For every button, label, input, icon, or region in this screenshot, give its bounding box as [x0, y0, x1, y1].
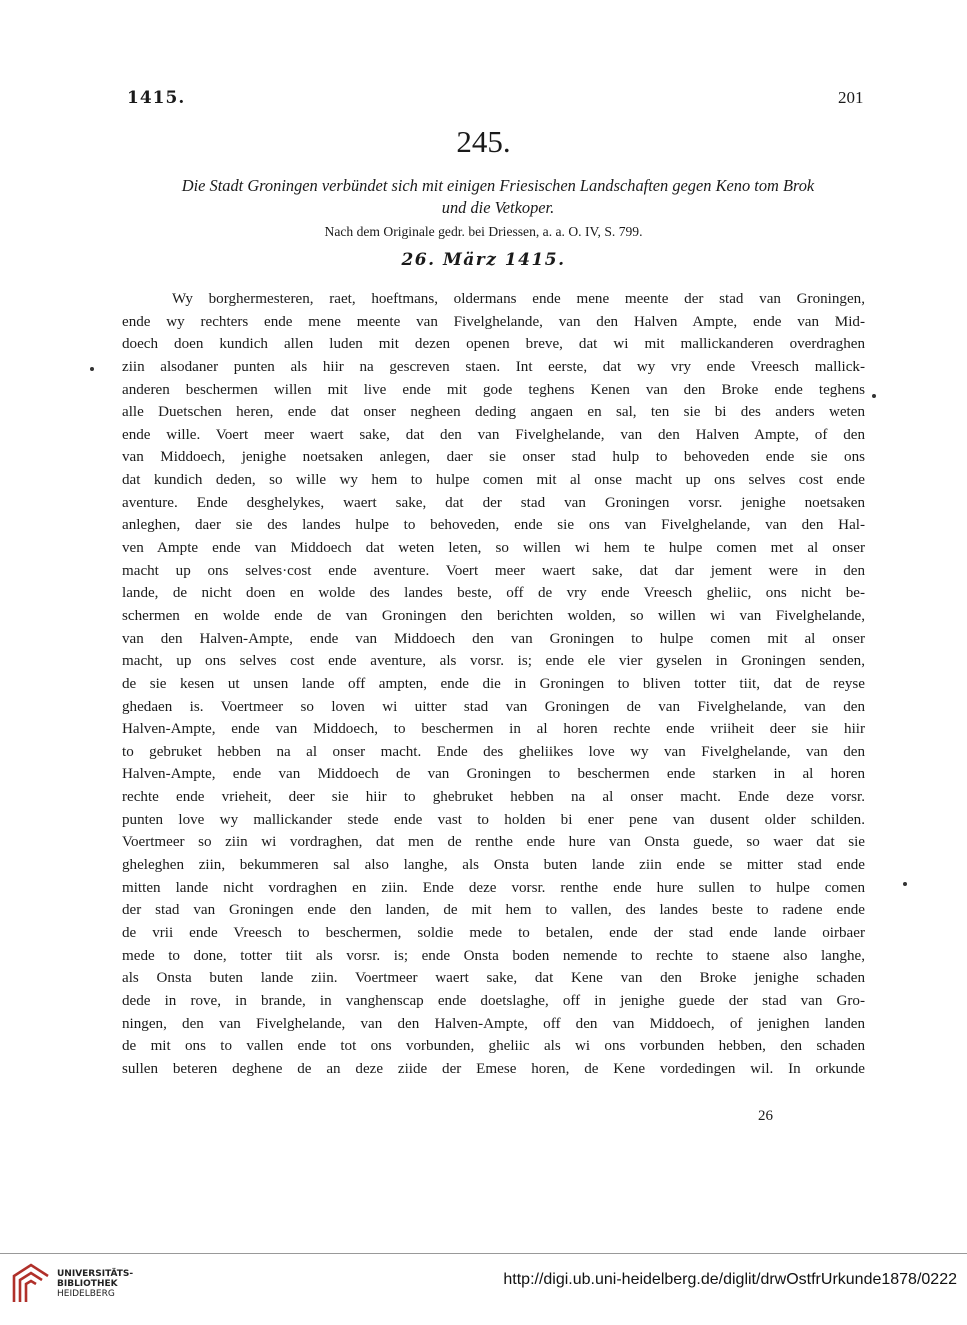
- text-line: van Middoech, jenighe noetsaken anlegen, daer sie onser stad hulp to behoveden ende sie ons: [122, 449, 865, 466]
- text-line: Halven-Ampte, ende van Middoech, to beschermen in al horen rechte ende vriiheit deer sie hiir: [122, 721, 865, 738]
- text-line: van den Halven-Ampte, ende van Middoech den van Groningen to hulpe comen mit al onser: [122, 630, 865, 647]
- text-line: de mit ons to vallen ende tot ons vorbunden, gheliic als wi ons vorbunden hebben, den schaden: [122, 1038, 865, 1055]
- text-line: als Onsta buten lande ziin. Voertmeer waert sake, dat Kene van den Broke jenighe schaden: [122, 970, 865, 987]
- scan-speck: [90, 367, 94, 371]
- text-line: punten love wy mallickander stede ende vast to holden bi ener pene van dusent older schilden.: [122, 811, 865, 828]
- text-line: gheleghen ziin, bekummeren sal also langhe, als Onsta buten lande ziin ende se mitter stad ende: [122, 857, 865, 874]
- text-line: anderen beschermen willen mit live ende mit gode teghens Kenen van den Broke ende teghens: [122, 381, 865, 398]
- text-line: ziin alsodaner punten als hiir na gescreven staen. Int eerste, dat wy vry ende Vreesch mallick-: [122, 358, 865, 375]
- document-title: [118, 175, 878, 219]
- text-line: rechte ende vrieheit, deer sie hiir to ghebruket hebben na al onser macht. Ende deze vorsr.: [122, 789, 865, 806]
- text-line: doech doen kundich allen luden mit dezen openen breve, dat wi mit mallickanderen overdraghen: [122, 336, 865, 353]
- permalink-url[interactable]: http://digi.ub.uni-heidelberg.de/diglit/drwOstfrUrkunde1878/0222: [503, 1271, 957, 1288]
- text-line: Voertmeer so ziin wi vordraghen, dat men de renthe ende hure van Onsta guede, so waer dat sie: [122, 834, 865, 851]
- text-line: ende wy rechters ende mene meente van Fivelghelande, van den Halven Ampte, ende van Mid-: [122, 313, 865, 330]
- scan-speck: [903, 882, 907, 886]
- source-note: Nach dem Originale gedr. bei Driessen, a. a. O. IV, S. 799.: [324, 224, 643, 239]
- text-line: schermen en wolde ende de van Groningen den berichten wolden, so willen wi van Fivelghelande,: [122, 607, 865, 624]
- text-line: ningen, den van Fivelghelande, van den Halven-Ampte, off den van Middoech, of jenighen landen: [122, 1015, 865, 1032]
- text-line: de vrii ende Vreesch to beschermen, soldie mede to betalen, ende der stad ende lande oirbaer: [122, 924, 865, 941]
- text-line: to gebruket hebben na al onser macht. Ende des gheliikes love wy van Fivelghelande, van den: [122, 743, 865, 760]
- title-line-1: Die Stadt Groningen verbündet sich mit einigen Friesischen Landschaften gegen Keno tom Brok: [181, 176, 815, 195]
- scan-speck: [872, 394, 876, 398]
- text-line: dat kundich deden, so wille wy hem to hulpe comen mit al onse macht up ons selves cost ende: [122, 472, 865, 489]
- text-line: ende wille. Voert meer waert sake, dat den van Fivelghelande, van den Halven Ampte, of den: [122, 426, 865, 443]
- text-line: mede to done, totter tiit als vorsr. is; ende Onsta boden nemende to rechte to staene also langhe,: [122, 947, 865, 964]
- library-name: [57, 1269, 133, 1299]
- document-date: 26. März 1415.: [401, 250, 566, 270]
- text-line: der stad van Groningen ende den landen, de mit hem to vallen, des landes beste to radene ende: [122, 902, 865, 919]
- library-name-line-2: BIBLIOTHEK: [57, 1279, 118, 1289]
- text-line: mitten lande nicht vordraghen en ziin. Ende deze vorsr. renthe ende hure sullen to hulpe comen: [122, 879, 865, 896]
- running-header-year: 1415.: [127, 88, 186, 108]
- text-line: macht up ons selves·cost ende aventure. Voert meer waert sake, dat dar jement were in den: [122, 562, 865, 579]
- document-number: 245.: [456, 124, 511, 159]
- text-line: dede in rove, in brande, in vanghenscap ende doetslaghe, off in jenighe guede der stad van Gro-: [122, 992, 865, 1009]
- library-name-line-3: HEIDELBERG: [57, 1289, 115, 1299]
- text-line: anleghen, daer sie des landes hulpe to behoveden, ende sie ons van Fivelghelande, van den Hal-: [122, 517, 865, 534]
- text-line: macht, up ons selves cost ende aventure, als vorsr. is; ende ele vier gyselen in Groningen senden,: [122, 653, 865, 670]
- library-name-line-1: UNIVERSITÄTS-: [57, 1269, 134, 1279]
- text-line: lande, de nicht doen en wolde des landes beste, off de vry ende Vreesch gheliic, ons nicht be-: [122, 585, 865, 602]
- title-line-2: und die Vetkoper.: [441, 198, 555, 217]
- university-library-logo-icon: [10, 1262, 52, 1308]
- footer-divider: [0, 1253, 967, 1254]
- text-line: Halven-Ampte, ende van Middoech de van Groningen to beschermen ende starken in al horen: [122, 766, 865, 783]
- text-line: aventure. Ende desghelykes, waert sake, dat der stad van Groningen vorsr. jenighe noetsaken: [122, 494, 865, 511]
- text-line: Wy borghermesteren, raet, hoeftmans, oldermans ende mene meente der stad van Groningen,: [172, 291, 865, 307]
- text-line: alle Duetschen heren, ende dat onser negheen deding angaen en sal, ten sie bi des anders weten: [122, 404, 865, 421]
- text-line: de sie kesen ut unsen lande off ampten, ende die in Groningen to bliven totter tiit, dat de reyse: [122, 675, 865, 692]
- document-body: [122, 288, 865, 1080]
- text-line: ghedaen is. Voertmeer so loven wi uitter stad van Groningen de van Fivelghelande, van den: [122, 698, 865, 715]
- text-line: ven Ampte ende van Middoech dat weten leten, so willen wi hem te hulpe comen met al onser: [122, 540, 865, 557]
- page-number: 201: [838, 88, 864, 107]
- signature-mark: 26: [758, 1108, 773, 1124]
- text-line: sullen beteren deghene de an deze ziide der Emese horen, de Kene vordedingen wil. In orkunde: [122, 1060, 865, 1077]
